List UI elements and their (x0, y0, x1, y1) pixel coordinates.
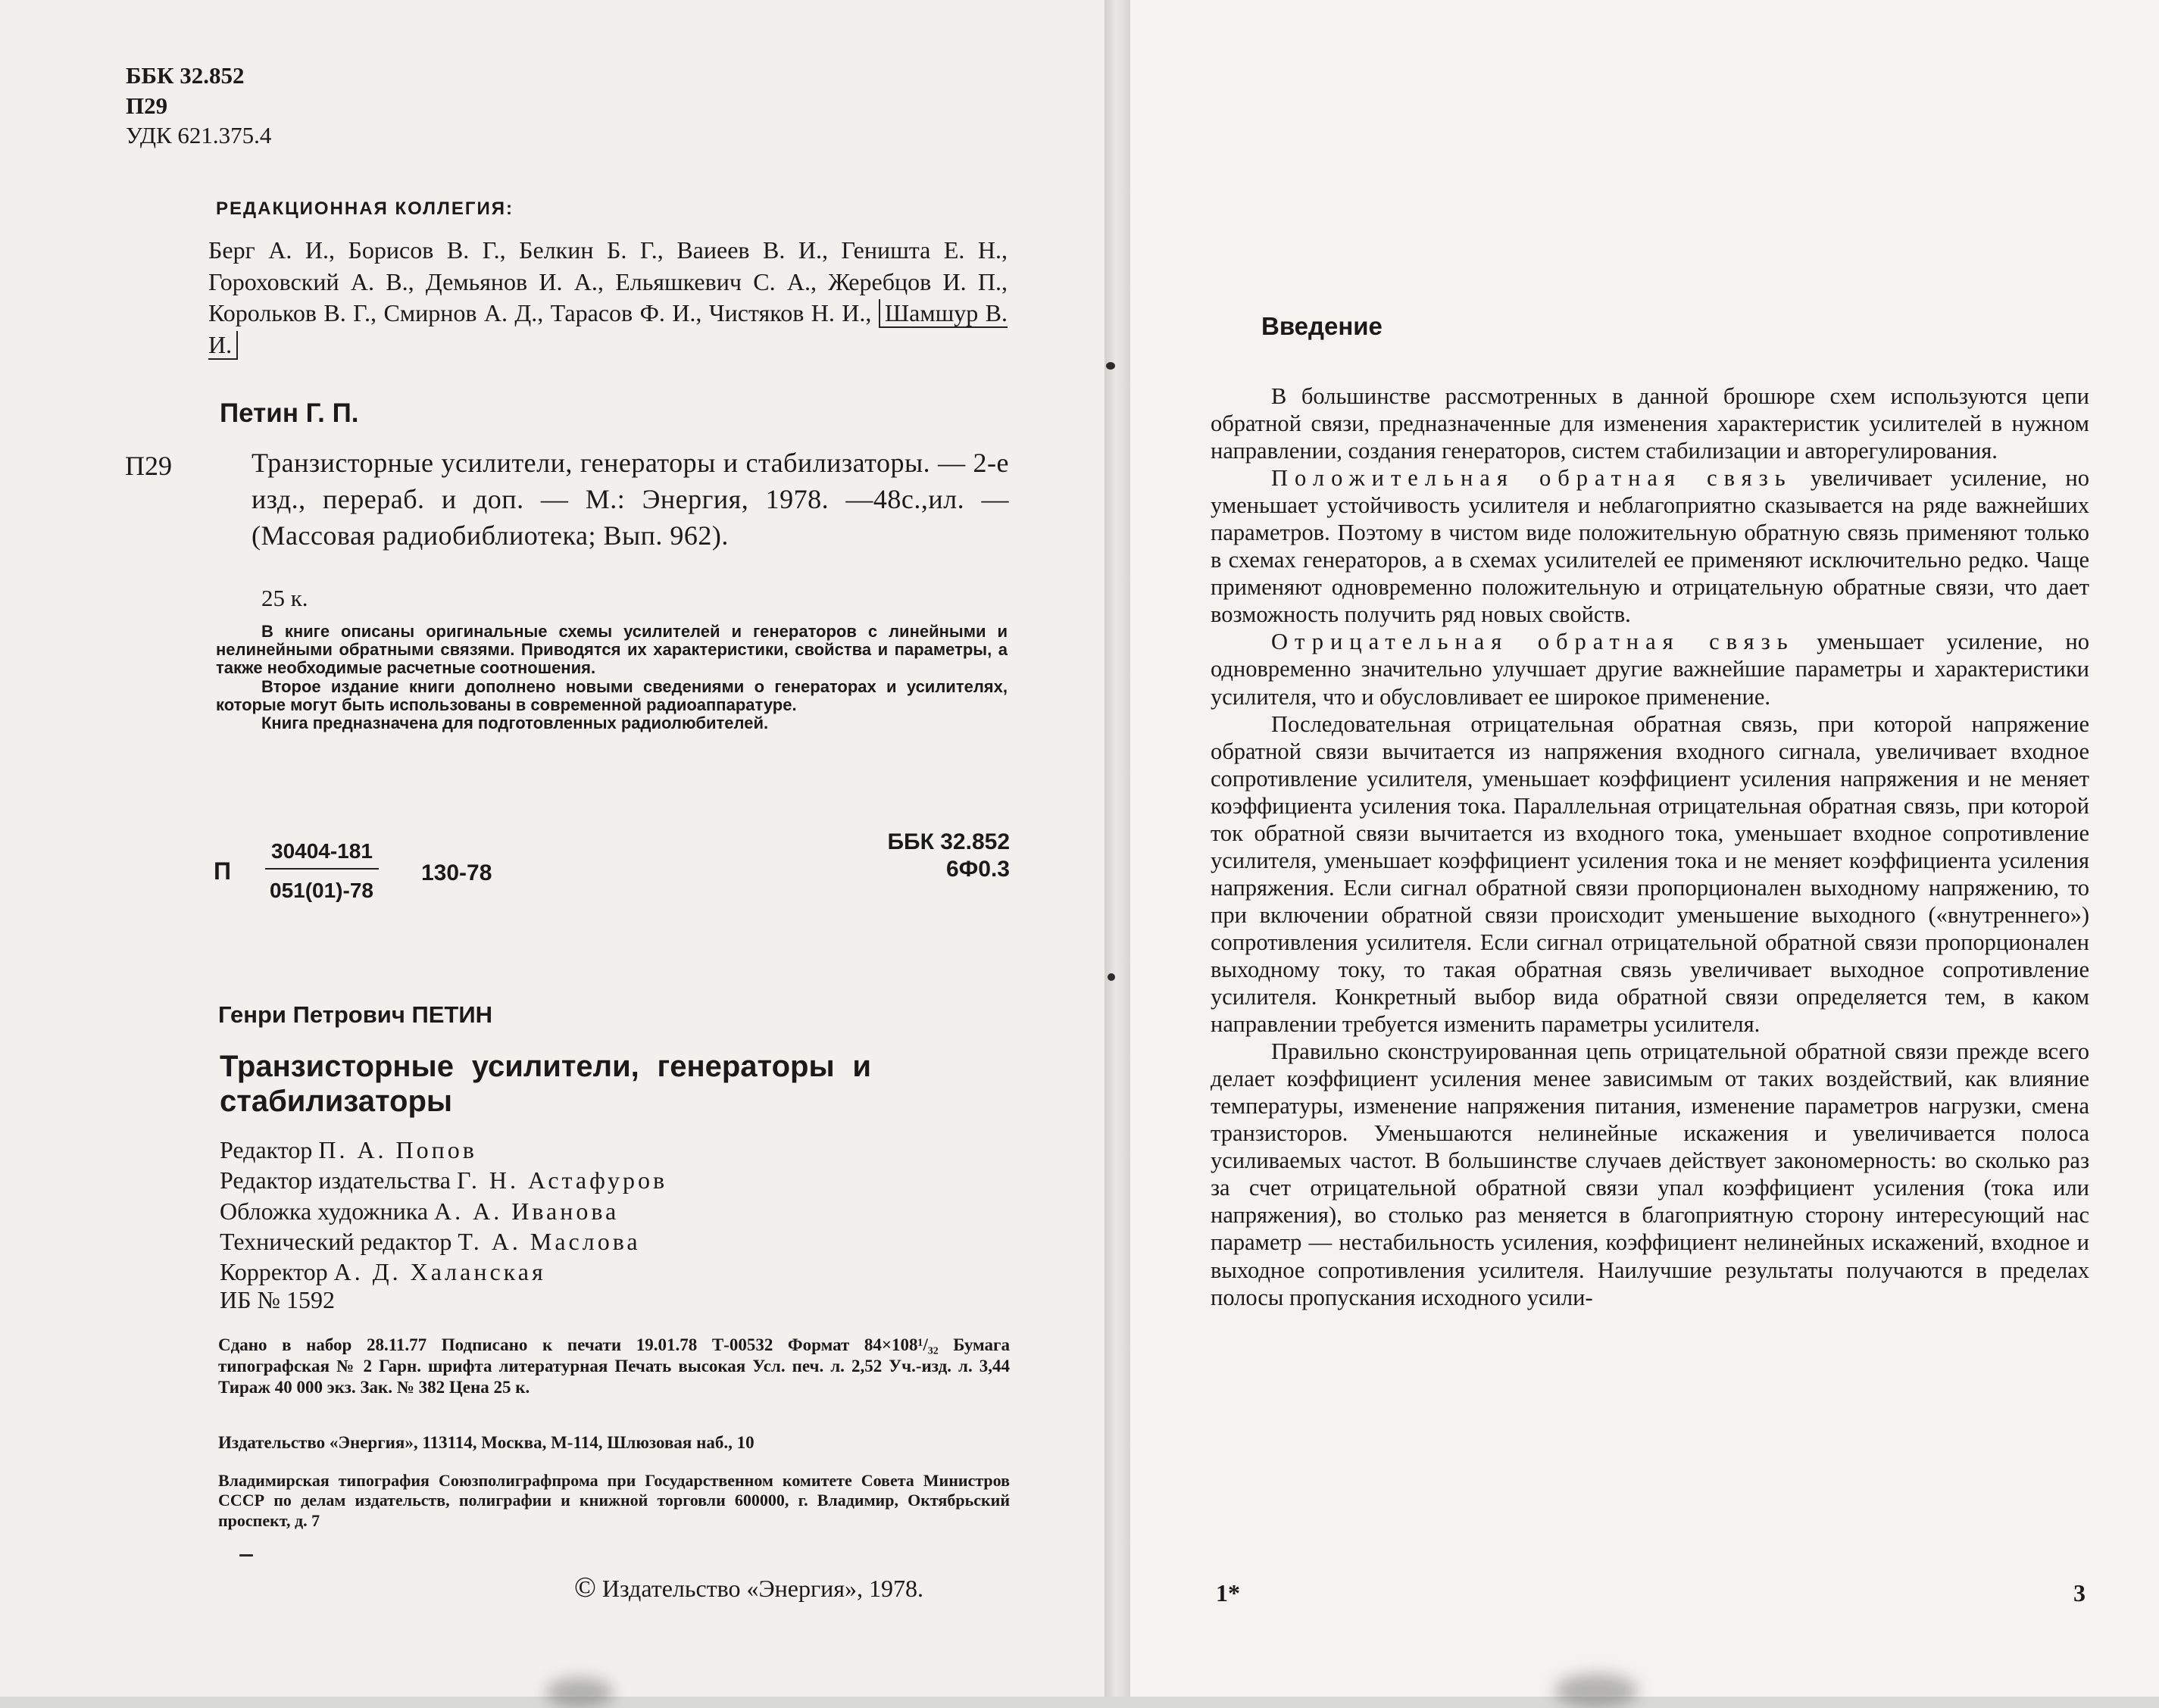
staff-row (220, 1135, 667, 1165)
bbk-code: ББК 32.852 (126, 62, 245, 89)
body-paragraph: В большинстве рассмотренных в данной брошюре схем используются цепи обратной связи, предназначенные для изменения характеристик усилителей в нужном направлении, создания генераторов, систем стабилизации и авторегулирования. (1211, 383, 2089, 464)
abstract (216, 623, 1008, 732)
bbk-index-code-2: 6Ф0.3 (946, 857, 1010, 882)
staff-name: П. А. Попов (318, 1136, 477, 1163)
scan-shadow (1554, 1674, 1638, 1708)
staff-row (220, 1257, 667, 1287)
index-suffix: 130-78 (421, 860, 492, 885)
scan-speck (1106, 362, 1115, 370)
staff-name: Т. А. Маслова (458, 1227, 641, 1255)
bibliographic-description: Транзисторные усилители, генераторы и стабилизаторы. — 2-е изд., перераб. и доп. — М.: Энергия, 1978. —48с.,ил. — (Массовая радиобиблиотека; Вып. 962). (252, 448, 1009, 551)
editorial-board-title: РЕДАКЦИОННАЯ КОЛЛЕГИЯ: (216, 198, 514, 219)
index-denominator: 051(01)-78 (270, 879, 373, 902)
staff-role: Технический редактор (220, 1227, 452, 1255)
boxed-member: Шамшур В. И. (208, 299, 1008, 358)
paragraph-rest: уменьшает усиление, но одновременно значительно улучшает другие важнейшие параметры и характеристики усилителя, что и обусловливает ее широкое применение. (1211, 629, 2089, 710)
editorial-board-names (208, 235, 1008, 361)
spaced-term: Положительная обратная связь (1271, 465, 1792, 492)
copyright-text: Издательство «Энергия», 1978. (601, 1575, 923, 1602)
copyright (574, 1571, 923, 1604)
author-heading: Петин Г. П. (220, 398, 359, 428)
scan-speck (1108, 973, 1115, 981)
staff-role: Обложка художника (220, 1197, 429, 1225)
staff-role: Редактор (220, 1136, 313, 1163)
abstract-paragraph: В книге описаны оригинальные схемы усилителей и генераторов с линейными и нелинейными обратными связями. Приводятся их характеристики, свойства и параметры, а также необходимые расчетные соотношения. (216, 622, 1008, 678)
staff-row (220, 1226, 667, 1257)
classification-codes (126, 61, 271, 151)
staff-row (220, 1196, 667, 1226)
shelf-code: П29 (126, 92, 168, 119)
index-letter: П (214, 857, 231, 885)
signature-mark: 1* (1216, 1579, 1240, 1607)
abstract-paragraph: Второе издание книги дополнено новыми сведениями о генераторах и усилителях, которые могут быть использованы в современной радиоаппаратуре. (216, 676, 1008, 714)
copyright-icon: © (574, 1572, 596, 1603)
body-paragraph: Правильно сконструированная цепь отрицательной обратной связи прежде всего делает коэффициент усиления менее зависимым от таких воздействий, как влияние температуры, изменение напряжения питания, изменение параметров нагрузки, смена транзисторов. Уменьшаются нелинейные искажения и увеличивается полоса усиливаемых частот. В большинстве случаев действует закономерность: во сколько раз за счет отрицательной обратной связи упал коэффициент усиления (тока или напряжения), во столько раз меняется в благоприятную сторону интересующий нас параметр — нестабильность усиления, коэффициент нелинейных искажений, входное и выходное сопротивления усилителя. Наилучшие результаты получаются в пределах полосы пропускания исходного усили- (1211, 1038, 2089, 1310)
book-title: Транзисторные усилители, генераторы и стабилизаторы (220, 1050, 871, 1118)
board-members: Берг А. И., Борисов В. Г., Белкин Б. Г., Ваиеев В. И., Геништа Е. Н., Гороховский А. В., Демьянов И. А., Ельяшкевич С. А., Жеребцов И. П., Корольков В. Г., Смирнов А. Д., Тарасов Ф. И., Чистяков Н. И., (208, 236, 1008, 327)
staff-role: Редактор издательства (220, 1166, 451, 1194)
publisher-address: Издательство «Энергия», 113114, Москва, М-114, Шлюзовая наб., 10 (218, 1433, 755, 1452)
staff-list (220, 1135, 667, 1288)
staff-name: А. А. Иванова (434, 1197, 620, 1225)
index-numerator: 30404-181 (265, 839, 379, 870)
printer-info: Владимирская типография Союзполиграфпрома при Государственном комитете Совета Министров СССР по делам издательств, полиграфии и книжной торговли 600000, г. Владимир, Октябрьский проспект, д. 7 (218, 1471, 1010, 1530)
bbk-index-code: ББК 32.852 (887, 829, 1010, 854)
body-paragraph (1211, 464, 2089, 628)
staff-name: А. Д. Халанская (333, 1258, 546, 1286)
body-paragraph (1211, 628, 2089, 710)
bbk-index (847, 829, 1010, 883)
spaced-term: Отрицательная обратная связь (1271, 629, 1795, 655)
scan-shadow (545, 1678, 614, 1708)
body-text (1211, 383, 2089, 1311)
abstract-paragraph: Книга предназначена для подготовленных радиолюбителей. (261, 713, 769, 732)
book-gutter (1104, 0, 1130, 1697)
udk-code: УДК 621.375.4 (126, 122, 272, 149)
body-paragraph: Последовательная отрицательная обратная связь, при которой напряжение обратной связи вычитается из напряжения входного сигнала, увеличивает входное сопротивление усилителя, уменьшает коэффициент усиления напряжения и не меняет коэффициента усиления тока. Параллельная отрицательная обратная связь, при которой ток обратной связи вычитается из входного тока, уменьшает входное сопротивление усилителя, уменьшает коэффициент усиления тока и не меняет коэффициента усиления напряжения. Если сигнал обратной связи пропорционален выходному напряжению, то при включении обратной связи происходит уменьшение выходного («внутреннего») сопротивления усилителя. Если сигнал отрицательной обратной связи пропорционален выходному току, то такая обратная связь увеличивает выходное сопротивление усилителя. Конкретный выбор вида обратной связи определяется тем, в каком направлении требуется изменить параметры усилителя. (1211, 710, 2089, 1038)
staff-name: Г. Н. Астафуров (457, 1166, 668, 1194)
section-heading: Введение (1261, 312, 1383, 340)
ib-number: ИБ № 1592 (220, 1286, 336, 1313)
staff-row (220, 1165, 667, 1195)
staff-role: Корректор (220, 1258, 328, 1286)
shelf-mark: П29 (125, 451, 172, 481)
paragraph-rest: увеличивает усиление, но уменьшает устойчивость усилителя и неблагоприятно сказывается на ряде важнейших параметров. Поэтому в чистом виде положительную обратную связь применяют только в схемах генераторов, а в схемах усилителей ее применяют исключительно редко. Чаще применяют одновременно положительную и отрицательную обратные связи, что дает возможность получить ряд новых свойств. (1211, 465, 2089, 628)
price: 25 к. (261, 585, 308, 611)
imprint: Сдано в набор 28.11.77 Подписано к печати 19.01.78 Т-00532 Формат 84×108¹/₃₂ Бумага типографская № 2 Гарн. шрифта литературная Печать высокая Усл. печ. л. 2,52 Уч.-изд. л. 3,44 Тираж 40 000 экз. Зак. № 382 Цена 25 к. (218, 1335, 1010, 1397)
author-full-name: Генри Петрович ПЕТИН (218, 1001, 493, 1028)
page-number: 3 (2073, 1579, 2086, 1607)
scan-speck (239, 1554, 253, 1557)
